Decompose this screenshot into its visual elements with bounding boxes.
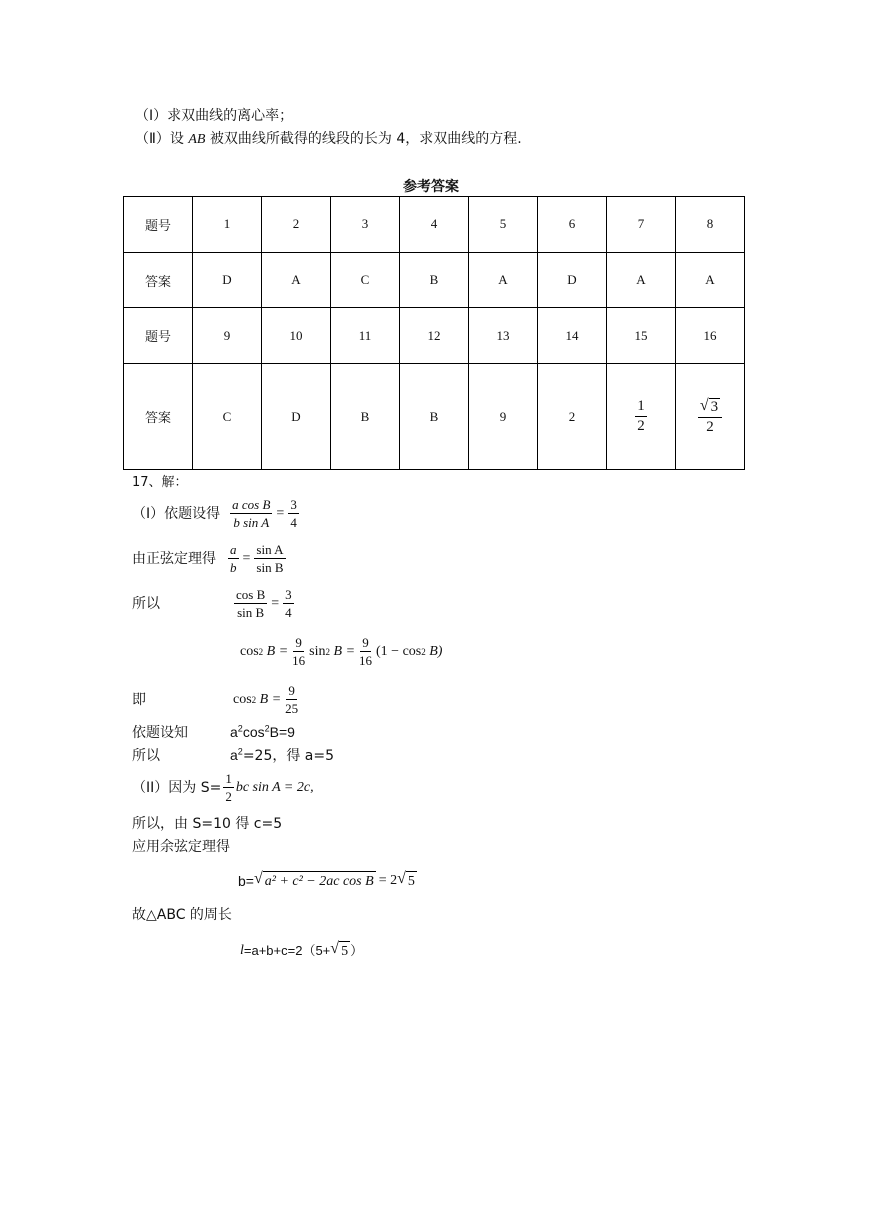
table-cell: A <box>262 252 331 308</box>
table-cell: 15 <box>607 308 676 364</box>
table-cell: 6 <box>538 197 607 253</box>
answer-key-title: 参考答案 <box>403 179 459 195</box>
table-row <box>124 308 745 364</box>
row-label: 答案 <box>124 364 193 470</box>
question-part-2 <box>135 130 522 149</box>
solution-line-9: 所以，由 S=10 得 c=5 <box>132 816 283 832</box>
table-cell: 7 <box>607 197 676 253</box>
fraction-denominator: b sin A <box>233 515 270 530</box>
table-cell: 10 <box>262 308 331 364</box>
step-label: 即 <box>132 691 146 708</box>
math-text: bc sin A = 2c, <box>235 779 314 795</box>
table-cell: 13 <box>469 308 538 364</box>
table-cell: 9 <box>193 308 262 364</box>
table-cell <box>676 364 745 470</box>
question-part-2-suffix: 被双曲线所截得的线段的长为 4，求双曲线的方程. <box>205 131 522 147</box>
math-text: $a^2\cos^2B=9$ <box>230 723 295 740</box>
fraction-numerator: a cos B <box>232 497 271 512</box>
step-label: 所以 <box>132 595 160 612</box>
step-label: （II）因为 S= <box>132 779 222 796</box>
table-cell: 1 <box>193 197 262 253</box>
fraction-numerator: cos B <box>236 587 266 602</box>
question-part-2-prefix: （Ⅱ）设 <box>135 131 189 147</box>
fraction-denominator: sin B <box>256 560 284 575</box>
fraction-denominator: 2 <box>637 418 645 435</box>
math-text: sin <box>309 643 326 659</box>
fraction-denominator: 2 <box>225 789 232 804</box>
radicand: a² + c² − 2ac cos B <box>263 871 376 891</box>
solution-line-10: 应用余弦定理得 <box>132 839 230 855</box>
math-text: B = <box>333 643 356 659</box>
solution-line-2: 由正弦定理得 $\frac{a}{b}$ = $\frac{\text{sin A}}{\text{sin B}}$ <box>132 542 284 575</box>
fraction-numerator: sin A <box>256 542 284 557</box>
segment-ab: AB <box>188 132 206 147</box>
solution-heading: 17、解： <box>132 475 188 490</box>
table-cell: 12 <box>400 308 469 364</box>
table-row <box>124 197 745 253</box>
sqrt-symbol: √ a² + c² − 2ac cos B <box>253 870 374 889</box>
math-text: cos <box>233 691 252 707</box>
table-cell: A <box>676 252 745 308</box>
solution-line-4: cos 2 B = $\frac{9}{16}$ sin 2 B = $\frac{9}{16}$ (1 − cos 2 B) <box>240 635 443 668</box>
sqrt-symbol: √ 3 <box>699 397 719 416</box>
fraction-numerator: 1 <box>635 399 647 417</box>
fraction-denominator: sin B <box>237 605 265 620</box>
math-text: = 2 <box>378 873 398 888</box>
table-cell: 2 <box>538 364 607 470</box>
fraction-denominator: 16 <box>359 653 373 668</box>
fraction-denominator: 25 <box>285 701 299 716</box>
solution-line-7 <box>132 746 334 765</box>
table-cell: B <box>400 252 469 308</box>
radicand: 5 <box>339 941 350 961</box>
fraction-denominator: 16 <box>292 653 306 668</box>
table-cell: B <box>400 364 469 470</box>
row-label: 题号 <box>124 308 193 364</box>
fraction-numerator <box>698 398 722 418</box>
solution-line-8 <box>132 772 314 803</box>
fraction-numerator: 9 <box>295 635 302 650</box>
answer-16-fraction <box>698 398 722 435</box>
fraction-denominator: b <box>230 560 237 575</box>
math-text: l <box>240 943 244 958</box>
answer-table <box>123 196 745 470</box>
table-cell: D <box>262 364 331 470</box>
solution-line-13 <box>240 941 363 961</box>
table-cell: 3 <box>331 197 400 253</box>
table-cell: C <box>331 252 400 308</box>
fraction-numerator: 9 <box>288 683 295 698</box>
sqrt-symbol: √ 5 <box>397 870 415 889</box>
table-cell: B <box>331 364 400 470</box>
math-text: B = <box>259 691 282 707</box>
fraction-numerator: 3 <box>290 497 297 512</box>
table-cell: 9 <box>469 364 538 470</box>
table-cell: 8 <box>676 197 745 253</box>
sqrt-symbol: √ 5 <box>330 940 349 959</box>
fraction-denominator: 2 <box>706 419 714 436</box>
radicand: 3 <box>710 399 719 416</box>
table-cell: 11 <box>331 308 400 364</box>
table-cell <box>607 364 676 470</box>
solution-line-6 <box>132 723 295 742</box>
table-row <box>124 364 745 470</box>
solution-line-12: 故△ABC 的周长 <box>132 907 232 923</box>
math-text: B = <box>266 643 289 659</box>
fraction-numerator: 9 <box>362 635 369 650</box>
fraction-denominator: 4 <box>285 605 292 620</box>
answer-15-fraction <box>635 399 647 434</box>
radicand: 5 <box>406 871 417 891</box>
math-text: (1 − cos <box>376 643 422 659</box>
row-label: 答案 <box>124 252 193 308</box>
math-text: $a^2=25$，得 a=5 <box>230 746 335 764</box>
math-text: ） <box>350 943 364 958</box>
question-part-1: （Ⅰ）求双曲线的离心率； <box>135 108 294 124</box>
table-cell: 16 <box>676 308 745 364</box>
solution-line-5: 即 cos 2 B = $\frac{9}{25}$ <box>132 683 299 716</box>
step-label: 依题设知 <box>132 725 188 741</box>
solution-line-3: 所以 $\frac{\text{cos B}}{\text{sin B}}$ = $\frac{3}{4}$ <box>132 587 292 620</box>
table-cell: D <box>193 252 262 308</box>
row-label: 题号 <box>124 197 193 253</box>
solution-line-11 <box>238 871 417 891</box>
table-cell: 4 <box>400 197 469 253</box>
math-text: =a+b+c=2（5+ <box>243 943 331 958</box>
fraction-denominator: 4 <box>290 515 297 530</box>
table-cell: A <box>469 252 538 308</box>
table-cell: 5 <box>469 197 538 253</box>
math-text: b= <box>238 873 254 889</box>
table-cell: 14 <box>538 308 607 364</box>
table-cell: A <box>607 252 676 308</box>
step-label: （I）依题设得 <box>132 505 221 522</box>
step-label: 由正弦定理得 <box>132 550 216 567</box>
fraction-numerator: a <box>230 542 237 557</box>
fraction-numerator: 1 <box>225 771 232 786</box>
solution-line-1: （I）依题设得 $\frac{\text{a cos B}}{\text{b sin A}}$ = $\frac{3}{4}$ <box>132 497 297 530</box>
math-text: B) <box>429 643 443 659</box>
table-cell: D <box>538 252 607 308</box>
math-text: cos <box>240 643 259 659</box>
table-cell: C <box>193 364 262 470</box>
step-label: 所以 <box>132 748 160 764</box>
table-cell: 2 <box>262 197 331 253</box>
fraction-numerator: 3 <box>285 587 292 602</box>
table-row <box>124 252 745 308</box>
